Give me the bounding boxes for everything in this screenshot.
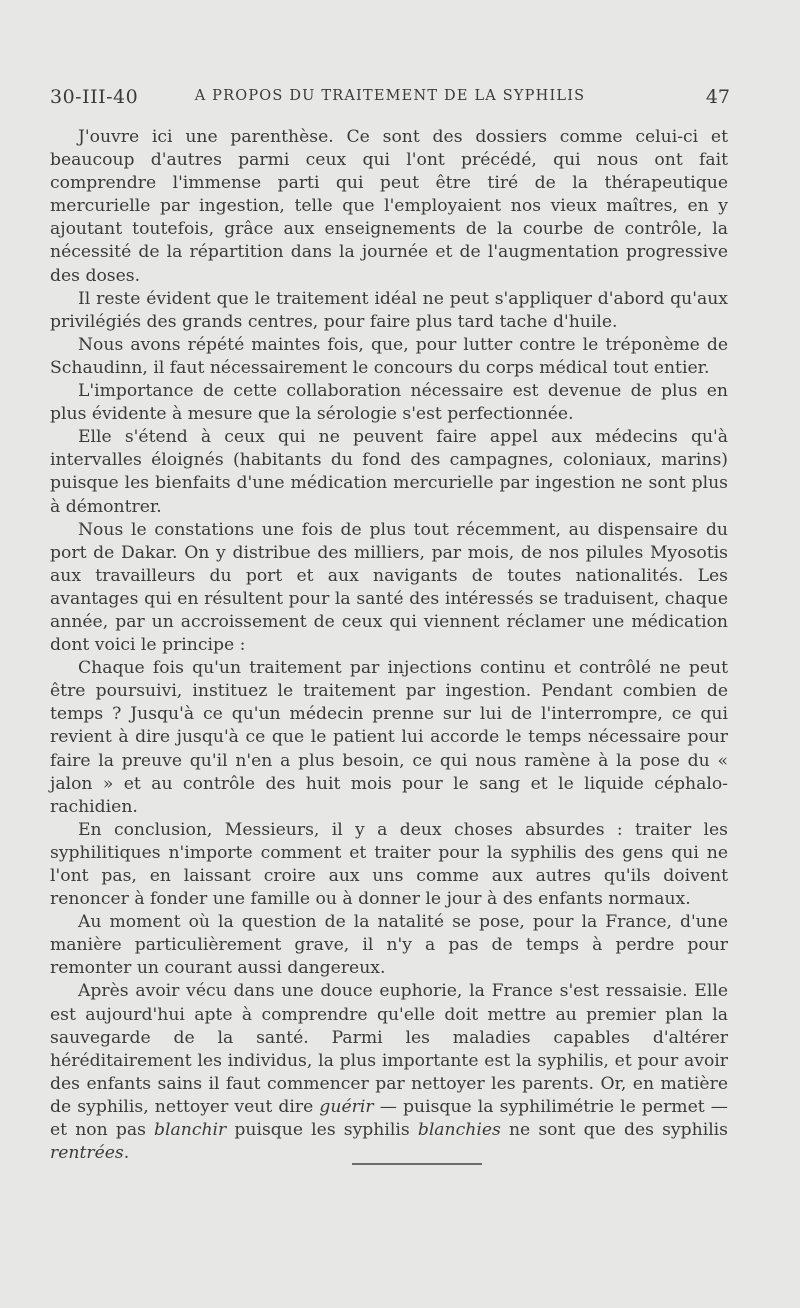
- page-number: 47: [705, 86, 730, 108]
- text-run: ne sont que des syphilis: [500, 1120, 729, 1141]
- italic-term: blanchies: [417, 1120, 501, 1141]
- paragraph-last: [50, 980, 728, 1165]
- paragraph: Nous le constations une fois de plus tout récemment, au dispensaire du port de Dakar. On y distribue des milliers, par mois, de nos pilules Myosotis aux travailleurs du port et aux navigants de toutes nationalités. Les avantages qui en résultent pour la santé des intéressés se traduisent, chaque année, par un accroissement de ceux qui viennent réclamer une médication dont voici le principe :: [50, 519, 728, 656]
- paragraph: L'importance de cette collaboration nécessaire est devenue de plus en plus évidente à mesure que la sérologie s'est perfectionnée.: [50, 381, 728, 425]
- paragraph: Au moment où la question de la natalité se pose, pour la France, d'une manière particulièrement grave, il n'y a pas de temps à perdre pour remonter un courant aussi dangereux.: [50, 912, 728, 979]
- italic-term: guérir: [319, 1096, 374, 1117]
- paragraph: Nous avons répété maintes fois, que, pour lutter contre le tréponème de Schaudinn, il faut nécessairement le concours du corps médical tout entier.: [50, 334, 728, 378]
- text-run: Après avoir vécu dans une douce euphorie, la France s'est ressaisie. Elle est aujourd'hui apte à comprendre qu'elle doit mettre au premier plan la sauvegarde de la santé. Parmi les maladies capables d'altérer héréditairement les individus, la plus importante est la syphilis, et pour avoir des enfants sains il faut commencer par nettoyer les parents. Or, en matière de syphilis, nettoyer veut dire: [50, 981, 728, 1117]
- paragraph: En conclusion, Messieurs, il y a deux choses absurdes : traiter les syphilitiques n'importe comment et traiter pour la syphilis des gens qui ne l'ont pas, en laissant croire aux uns comme aux autres qu'ils doivent renoncer à fonder une famille ou à donner le jour à des enfants normaux.: [50, 819, 728, 910]
- paragraph: J'ouvre ici une parenthèse. Ce sont des dossiers comme celui-ci et beaucoup d'autres parmi ceux qui l'ont précédé, qui nous ont fait comprendre l'immense parti qui peut être tiré de la thérapeutique mercurielle par ingestion, telle que l'employaient nos vieux maîtres, en y ajoutant toutefois, grâce aux enseignements de la courbe de contrôle, la nécessité de la répartition dans la journée et de l'augmentation progressive des doses.: [50, 127, 728, 286]
- body-text: [50, 126, 728, 1165]
- running-header: [50, 86, 730, 112]
- header-date: 30-III-40: [50, 86, 139, 108]
- paragraph: Elle s'étend à ceux qui ne peuvent faire appel aux médecins qu'à intervalles éloignés (habitants du fond des campagnes, coloniaux, marins) puisque les bienfaits d'une médication mercurielle par ingestion ne sont plus à démontrer.: [50, 427, 728, 517]
- text-run: — puisque la syphilimétrie le permet — et non pas: [50, 1096, 728, 1141]
- paragraph: Il reste évident que le traitement idéal ne peut s'appliquer d'abord qu'aux privilégiés des grands centres, pour faire plus tard tache d'huile.: [50, 288, 728, 332]
- italic-term: blanchir: [154, 1120, 227, 1141]
- header-title: A PROPOS DU TRAITEMENT DE LA SYPHILIS: [194, 88, 586, 104]
- text-run: .: [123, 1143, 130, 1164]
- paragraph: Chaque fois qu'un traitement par injections continu et contrôlé ne peut être poursuivi, instituez le traitement par ingestion. Pendant combien de temps ? Jusqu'à ce qu'un médecin prenne sur lui de l'interrompre, ce qui revient à dire jusqu'à ce que le patient lui accorde le temps nécessaire pour faire la preuve qu'il n'en a plus besoin, ce qui nous ramène à la pose du « jalon » et au contrôle des huit mois pour le sang et le liquide céphalo-rachidien.: [50, 658, 728, 817]
- end-rule: [352, 1163, 482, 1165]
- text-run: puisque les syphilis: [226, 1120, 418, 1141]
- italic-term: rentrées: [50, 1143, 124, 1164]
